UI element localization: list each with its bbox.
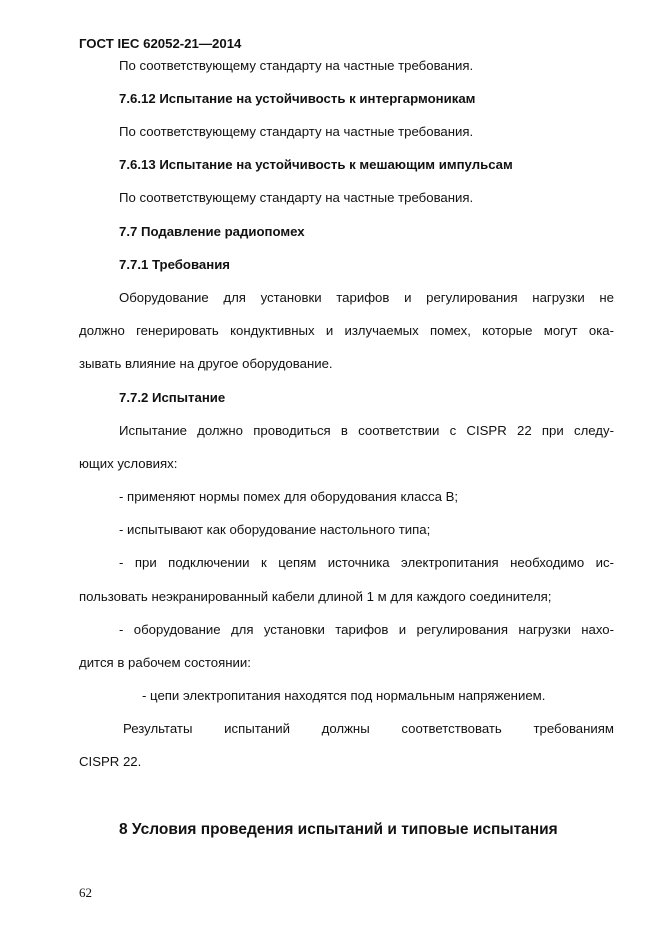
paragraph-line: Оборудование для установки тарифов и регулирования нагрузки не	[119, 290, 614, 305]
paragraph-line: По соответствующему стандарту на частные требования.	[119, 124, 474, 139]
heading-7-7-2: 7.7.2 Испытание	[119, 390, 226, 405]
section-8-title: 8 Условия проведения испытаний и типовые испытания	[119, 821, 558, 838]
heading-7-7: 7.7 Подавление радиопомех	[119, 224, 305, 239]
paragraph-line: зывать влияние на другое оборудование.	[79, 356, 333, 371]
page-number: 62	[79, 885, 92, 900]
paragraph-line: Результаты испытаний должны соответствовать требованиям	[123, 721, 614, 736]
list-item: - при подключении к цепям источника электропитания необходимо ис-	[119, 555, 614, 570]
list-item-continuation: пользовать неэкранированный кабели длиной 1 м для каждого соединителя;	[79, 589, 552, 604]
paragraph-line: Испытание должно проводиться в соответствии с CISPR 22 при следу-	[119, 423, 614, 438]
heading-7-7-1: 7.7.1 Требования	[119, 257, 230, 272]
heading-7-6-12: 7.6.12 Испытание на устойчивость к интергармоникам	[119, 91, 476, 106]
list-item: - испытывают как оборудование настольного типа;	[119, 522, 431, 537]
paragraph-line: должно генерировать кондуктивных и излучаемых помех, которые могут ока-	[79, 323, 614, 338]
heading-7-6-13: 7.6.13 Испытание на устойчивость к мешающим импульсам	[119, 157, 513, 172]
document-header: ГОСТ IEC 62052-21—2014	[79, 36, 242, 51]
list-item: - цепи электропитания находятся под нормальным напряжением.	[142, 688, 546, 703]
paragraph-line: ющих условиях:	[79, 456, 178, 471]
paragraph-line: По соответствующему стандарту на частные требования.	[119, 190, 474, 205]
list-item-continuation: дится в рабочем состоянии:	[79, 655, 251, 670]
list-item: - применяют нормы помех для оборудования класса В;	[119, 489, 459, 504]
paragraph-line: CISPR 22.	[79, 754, 142, 769]
paragraph-line: По соответствующему стандарту на частные требования.	[119, 58, 474, 73]
list-item: - оборудование для установки тарифов и регулирования нагрузки нахо-	[119, 622, 614, 637]
